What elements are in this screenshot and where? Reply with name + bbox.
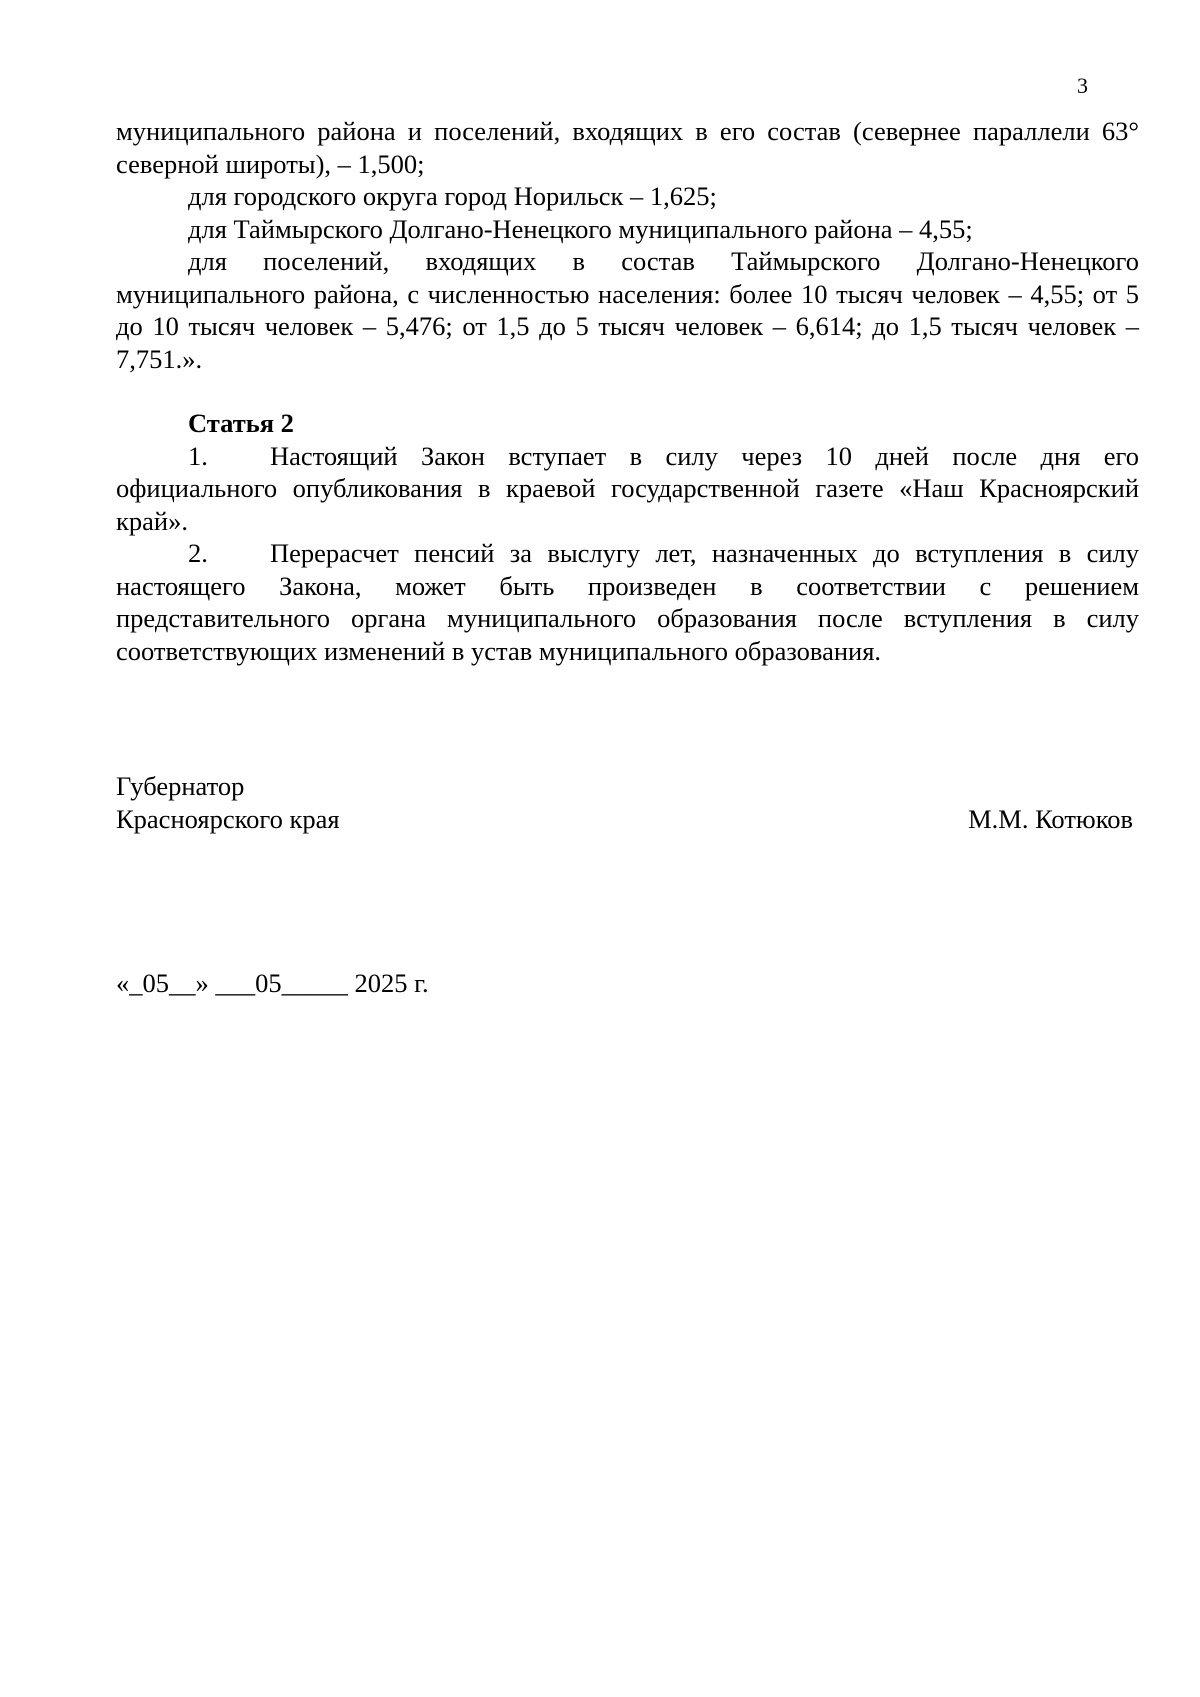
article-item-2 (116, 537, 1139, 667)
signature-block (116, 770, 1139, 835)
signing-date: «_05__» ___05_____ 2025 г. (116, 968, 429, 998)
article-heading: Статья 2 (188, 408, 294, 438)
signature-row (116, 803, 1139, 836)
paragraph-taimyr-settlements: для поселений, входящих в состав Таймырского Долгано-Ненецкого муниципального района, с численностью населения: более 10 тысяч человек – 4,55; от 5 до 10 тысяч человек – 5,476; от 1,5 до 5 тысяч человек – 6,614; до 1,5 тысяч человек – 7,751.». (116, 246, 1139, 374)
page-number: 3 (1077, 73, 1088, 98)
document-body (116, 115, 1139, 667)
section-spacer (116, 375, 1139, 407)
article-item-1-number: 1. (188, 440, 208, 471)
article-item-2-text: Перерасчет пенсий за выслугу лет, назначенных до вступления в силу настоящего Закона, может быть произведен в соответствии с решением представительного органа муниципального образования после вступления в силу соответствующих изменений в устав муниципального образования. (116, 538, 1139, 666)
article-item-2-number: 2. (188, 538, 208, 568)
signature-title-line2: Красноярского края (116, 803, 340, 834)
article-item-1-text: Настоящий Закон вступает в силу через 10 дней после дня его официального опубликования в краевой государственной газете «Наш Красноярский край». (116, 440, 1139, 536)
signature-name: М.М. Котюков (968, 803, 1133, 834)
article-item-1 (116, 440, 1139, 538)
paragraph-taimyr-district: для Таймырского Долгано-Ненецкого муниципального района – 4,55; (188, 213, 973, 244)
signature-title-line1: Губернатор (116, 771, 245, 801)
paragraph-continuation: муниципального района и поселений, входящих в его состав (севернее параллели 63° северной широты), – 1,500; (116, 116, 1139, 179)
paragraph-norilsk: для городского округа город Норильск – 1,625; (188, 181, 717, 211)
